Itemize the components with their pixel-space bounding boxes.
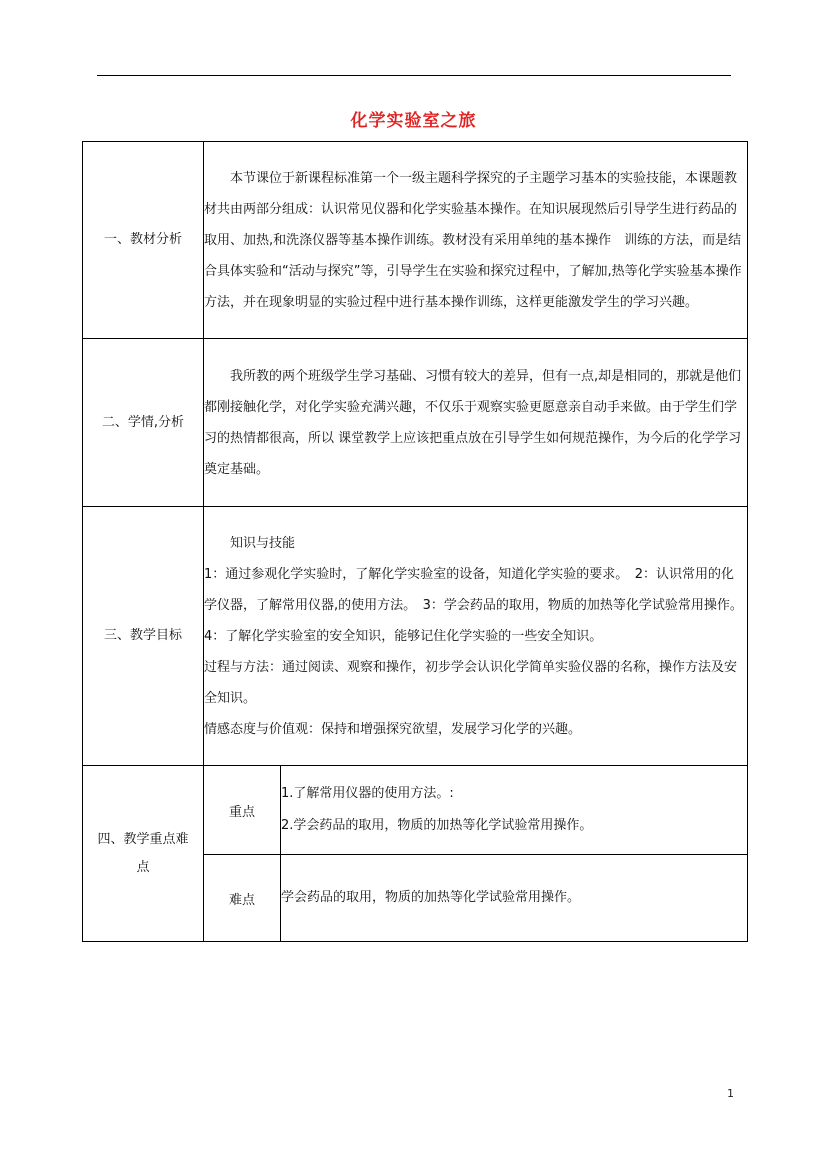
document-title: 化学实验室之旅 xyxy=(350,111,477,131)
page-number: 1 xyxy=(727,1087,734,1100)
list-item: 1.了解常用仪器的使用方法。: xyxy=(281,786,454,801)
table-row-student-analysis xyxy=(83,339,748,507)
key-point-content xyxy=(281,766,748,855)
key-point-label: 重点 xyxy=(204,766,281,855)
row-content xyxy=(204,507,748,766)
paragraph: 学会药品的取用，物质的加热等化学试验常用操作。 xyxy=(281,890,581,905)
table-row-textbook-analysis xyxy=(83,142,748,339)
table-row-teaching-objectives xyxy=(83,507,748,766)
subheading-knowledge-skills: 知识与技能 xyxy=(230,535,296,551)
difficult-point-content xyxy=(281,855,748,942)
header-rule xyxy=(97,75,731,76)
row-heading-text: 一、教材分析 xyxy=(103,232,182,247)
list-item: 2.学会药品的取用，物质的加热等化学试验常用操作。 xyxy=(281,818,593,833)
table-row-key-points xyxy=(83,766,748,855)
row-content xyxy=(204,142,755,339)
paragraph: 过程与方法：通过阅读、观察和操作，初步学会认识化学简单实验仪器的名称，操作方法及安全知识。 xyxy=(204,659,738,706)
difficult-point-label: 难点 xyxy=(204,855,281,942)
row-heading-text: 四、教学重点难点 xyxy=(97,831,189,875)
row-heading-text: 三、教学目标 xyxy=(103,628,182,643)
row-heading xyxy=(83,339,204,507)
row-heading-text: 二、学情,分析 xyxy=(101,414,185,430)
paragraph: 情感态度与价值观：保持和增强探究欲望，发展学习化学的兴趣。 xyxy=(204,721,582,737)
paragraph: 1：通过参观化学实验时，了解化学实验室的设备，知道化学实验的要求。 2：认识常用的化学仪器，了解常用仪器,的使用方法。 3：学会药品的取用，物质的加热等化学试验常用操作。 4：了解化学实验室的安全知识，能够记住化学实验的一些安全知识。 xyxy=(204,566,750,644)
paragraph: 我所教的两个班级学生学习基础、习惯有较大的差异，但有一点,却是相同的，那就是他们都刚接触化学，对化学实验充满兴趣，不仅乐于观察实验更愿意亲自动手来做。由于学生们学习的热情都很高，所以 课堂教学上应该把重点放在引导学生如何规范操作，为今后的化学学习奠定基础。 xyxy=(204,368,742,477)
row-heading xyxy=(83,507,204,766)
paragraph: 本节课位于新课程标准第一个一级主题科学探究的子主题学习基本的实验技能，本课题教材共由两部分组成：认识常见仪器和化学实验基本操作。在知识展现然后引导学生进行药品的取用、加热,和洗涤仪器等基本操作训练。教材没有采用单纯的基本操作 训练的方法，而是结合具体实验和“活动与探究”等，引导学生在实验和探究过程中，了解加,热等化学实验基本操作 方法，并在现象明显的实验过程中进行基本操作训练，这样更能激发学生的学习兴趣。 xyxy=(204,170,755,310)
row-content xyxy=(204,339,748,507)
row-heading xyxy=(83,766,204,942)
lesson-plan-table xyxy=(82,141,755,942)
row-heading xyxy=(83,142,204,339)
